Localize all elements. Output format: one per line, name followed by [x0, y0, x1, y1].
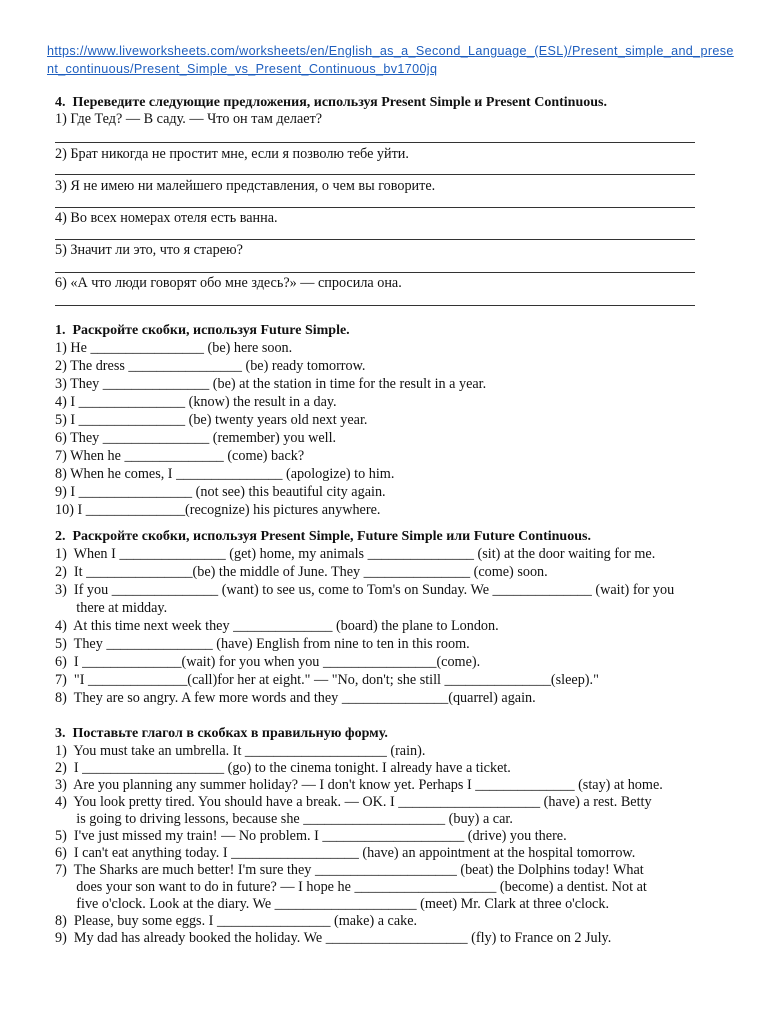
answer-line	[55, 305, 695, 306]
section-3-item: 4) You look pretty tired. You should have a break. — OK. I ____________________ (have) a rest. Betty	[55, 794, 652, 810]
section-2-heading: 2. Раскройте скобки, используя Present Simple, Future Simple или Future Continuous.	[55, 529, 591, 544]
section-4-item: 1) Где Тед? — В саду. — Что он там делает?	[55, 111, 323, 127]
section-2-item: 8) They are so angry. A few more words and they _______________(quarrel) again.	[55, 690, 536, 706]
section-2-item: 1) When I _______________ (get) home, my animals _______________ (sit) at the door waiting for me.	[55, 546, 656, 562]
section-1-item: 4) I _______________ (know) the result in a day.	[55, 394, 337, 410]
section-2-item: 4) At this time next week they ______________ (board) the plane to London.	[55, 618, 499, 634]
section-1-item: 2) The dress ________________ (be) ready tomorrow.	[55, 358, 366, 374]
section-3-item-continued: is going to driving lessons, because she ____________________ (buy) a car.	[55, 811, 513, 827]
section-1-item: 6) They _______________ (remember) you well.	[55, 430, 337, 446]
section-3-item: 7) The Sharks are much better! I'm sure they ____________________ (beat) the Dolphins today! What	[55, 862, 644, 878]
section-3-item-continued: does your son want to do in future? — I hope he ____________________ (become) a dentist. Not at	[55, 879, 647, 895]
section-1-item: 3) They _______________ (be) at the station in time for the result in a year.	[55, 376, 487, 392]
section-3-item: 5) I've just missed my train! — No problem. I ____________________ (drive) you there.	[55, 828, 567, 844]
section-3-item: 8) Please, buy some eggs. I ________________ (make) a cake.	[55, 913, 418, 929]
section-4-item: 4) Во всех номерах отеля есть ванна.	[55, 210, 278, 226]
section-2-item: 5) They _______________ (have) English from nine to ten in this room.	[55, 636, 470, 652]
section-3-heading: 3. Поставьте глагол в скобках в правильную форму.	[55, 726, 388, 741]
section-1-item: 7) When he ______________ (come) back?	[55, 448, 305, 464]
section-2-item: 2) It _______________(be) the middle of June. They _______________ (come) soon.	[55, 564, 548, 580]
section-3-item: 9) My dad has already booked the holiday. We ____________________ (fly) to France on 2 July.	[55, 930, 612, 946]
section-1-item: 5) I _______________ (be) twenty years old next year.	[55, 412, 368, 428]
answer-line	[55, 174, 695, 175]
section-1-item: 8) When he comes, I _______________ (apologize) to him.	[55, 466, 395, 482]
section-1-item: 10) I ______________(recognize) his pictures anywhere.	[55, 502, 381, 518]
section-3-item: 2) I ____________________ (go) to the cinema tonight. I already have a ticket.	[55, 760, 511, 776]
section-2-item: 7) "I ______________(call)for her at eight." — "No, don't; she still _______________(sleep)."	[55, 672, 599, 688]
section-3-item: 6) I can't eat anything today. I __________________ (have) an appointment at the hospital tomorrow.	[55, 845, 636, 861]
section-2-item: 3) If you _______________ (want) to see us, come to Tom's on Sunday. We ______________ (wait) for you	[55, 582, 675, 598]
answer-line	[55, 239, 695, 240]
section-4-item: 6) «А что люди говорят обо мне здесь?» — спросила она.	[55, 275, 402, 291]
section-3-item-continued: five o'clock. Look at the diary. We ____________________ (meet) Mr. Clark at three o'clock.	[55, 896, 609, 912]
answer-line	[55, 272, 695, 273]
section-1-item: 9) I ________________ (not see) this beautiful city again.	[55, 484, 386, 500]
answer-line	[55, 142, 695, 143]
worksheet-url-link[interactable]: https://www.liveworksheets.com/worksheets/en/English_as_a_Second_Language_(ESL)/Present_simple_and_present_continuous/Present_Simple_vs_Present_Continuous_bv1700jq	[47, 44, 734, 76]
section-2-item-continued: there at midday.	[55, 600, 168, 616]
section-3-item: 3) Are you planning any summer holiday? — I don't know yet. Perhaps I ______________ (stay) at home.	[55, 777, 663, 793]
section-3-item: 1) You must take an umbrella. It ____________________ (rain).	[55, 743, 426, 759]
section-1-item: 1) He ________________ (be) here soon.	[55, 340, 293, 356]
section-4-item: 3) Я не имею ни малейшего представления, о чем вы говорите.	[55, 178, 436, 194]
section-2-item: 6) I ______________(wait) for you when you ________________(come).	[55, 654, 481, 670]
section-4-item: 2) Брат никогда не простит мне, если я позволю тебе уйти.	[55, 146, 409, 162]
section-1-heading: 1. Раскройте скобки, используя Future Simple.	[55, 323, 350, 338]
section-4-heading: 4. Переведите следующие предложения, используя Present Simple и Present Continuous.	[55, 95, 607, 110]
answer-line	[55, 207, 695, 208]
section-4-item: 5) Значит ли это, что я старею?	[55, 242, 243, 258]
